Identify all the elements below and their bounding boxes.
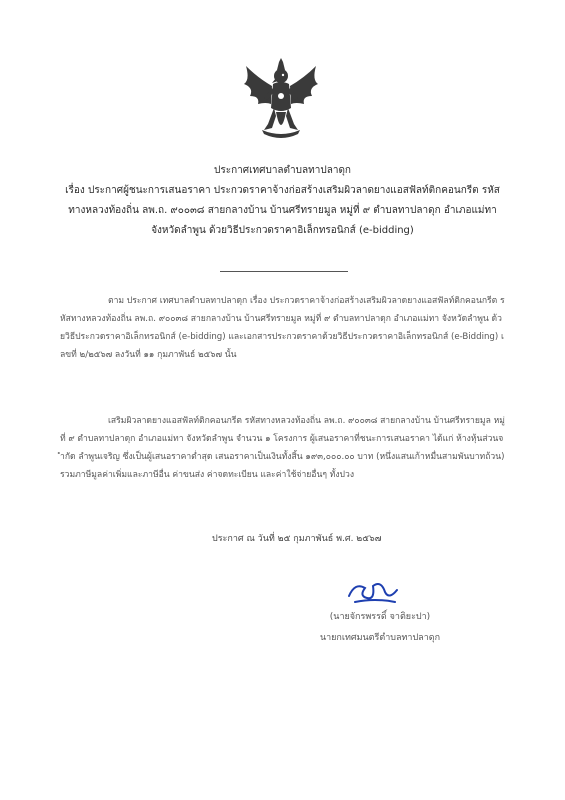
garuda-emblem xyxy=(240,58,322,144)
announcement-office: ประกาศเทศบาลตำบลทาปลาดุก xyxy=(214,165,351,176)
announcement-subject-line-1: เรื่อง ประกาศผู้ชนะการเสนอราคา ประกวดราคาจ้างก่อสร้างเสริมผิวลาดยางแอสฟัลท์ติกคอนกรีต รหัส xyxy=(65,185,500,196)
announcement-date: ประกาศ ณ วันที่ ๒๕ กุมภาพันธ์ พ.ศ. ๒๕๖๗ xyxy=(212,534,382,544)
body-paragraph-2: เสริมผิวลาดยางแอสฟัลท์ติกคอนกรีต รหัสทางหลวงท้องถิ่น ลพ.ถ. ๙๐๐๓๘ สายกลางบ้าน บ้านศรีทรายมูล หมู่ที่ ๙ ตำบลทาปลาดุก อำเภอแม่ทา จังหวัดลำพูน จำนวน ๑ โครงการ ผู้เสนอราคาที่ชนะการเสนอราคา ได้แก่ ห้างหุ้นส่วนจำกัด ลำพูนเจริญ ซึ่งเป็นผู้เสนอราคาต่ำสุด เสนอราคาเป็นเงินทั้งสิ้น ๑๙๓,๐๐๐.๐๐ บาท (หนึ่งแสนเก้าหมื่นสามพันบาทถ้วน) รวมภาษีมูลค่าเพิ่มและภาษีอื่น ค่าขนส่ง ค่าจดทะเบียน และค่าใช้จ่ายอื่นๆ ทั้งปวง xyxy=(60,416,505,480)
title-divider xyxy=(220,271,348,272)
announcement-subject-line-2: ทางหลวงท้องถิ่น ลพ.ถ. ๙๐๐๓๘ สายกลางบ้าน บ้านศรีทรายมูล หมู่ที่ ๙ ตำบลทาปลาดุก อำเภอแม่ทา xyxy=(68,205,497,216)
signer-position: นายกเทศมนตรีตำบลทาปลาดุก xyxy=(319,633,441,643)
announcement-subject-line-3: จังหวัดลำพูน ด้วยวิธีประกวดราคาอิเล็กทรอนิกส์ (e-bidding) xyxy=(151,225,414,236)
signer-name: (นายจักรพรรดิ์ จาติยะปา) xyxy=(329,612,431,622)
body-paragraph-1: ตาม ประกาศ เทศบาลตำบลทาปลาดุก เรื่อง ประกวดราคาจ้างก่อสร้างเสริมผิวลาดยางแอสฟัลท์ติกคอนกรีต รหัสทางหลวงท้องถิ่น ลพ.ถ. ๙๐๐๓๘ สายกลางบ้าน บ้านศรีทรายมูล หมู่ที่ ๙ ตำบลทาปลาดุก อำเภอแม่ทา จังหวัดลำพูน ด้วยวิธีประกวดราคาอิเล็กทรอนิกส์ (e-bidding) และเอกสารประกวดราคาด้วยวิธีประกวดราคาอิเล็กทรอนิกส์ (e-Bidding) เลขที่ ๒/๒๕๖๗ ลงวันที่ ๑๑ กุมภาพันธ์ ๒๕๖๗ นั้น xyxy=(60,296,505,360)
handwritten-signature xyxy=(345,578,401,606)
